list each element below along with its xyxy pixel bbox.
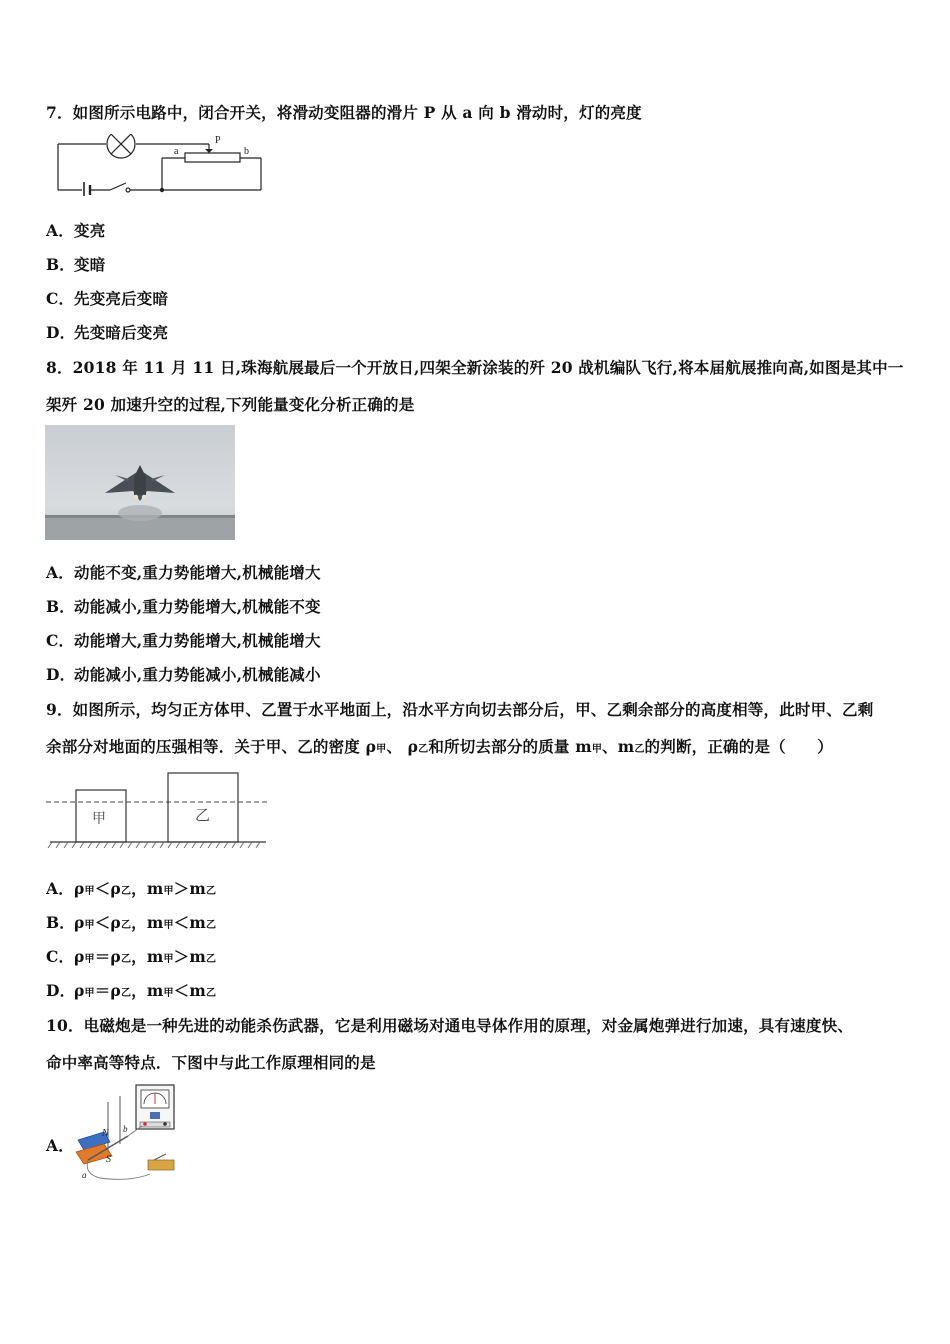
q9-option-a[interactable]: A．ρ甲＜ρ乙，m甲＞m乙 (46, 879, 217, 898)
q8-fighter-jet-photo (45, 425, 235, 540)
q9-option-d[interactable]: D．ρ甲＝ρ乙，m甲＜m乙 (46, 981, 217, 1000)
q8-option-c[interactable]: C．动能增大,重力势能增大,机械能增大 (46, 631, 321, 650)
q10-option-a[interactable]: A． (46, 1136, 74, 1155)
q9-stem-line2: 余部分对地面的压强相等．关于甲、乙的密度 ρ甲、 ρ乙和所切去部分的质量 m甲、m乙的判断，正确的是（ ） (46, 737, 833, 756)
q7-stem: 7．如图所示电路中，闭合开关，将滑动变阻器的滑片 P 从 a 向 b 滑动时，灯的亮度 (46, 103, 642, 122)
q9-stem-line1: 9．如图所示，均匀正方体甲、乙置于水平地面上，沿水平方向切去部分后，甲、乙剩余部分的高度相等，此时甲、乙剩 (46, 700, 874, 719)
q8-option-d[interactable]: D．动能减小,重力势能减小,机械能减小 (46, 665, 321, 684)
q7-label-p: P (215, 135, 221, 146)
q7-option-d[interactable]: D．先变暗后变亮 (46, 323, 169, 342)
q9-option-b[interactable]: B．ρ甲＜ρ乙，m甲＜m乙 (46, 913, 217, 932)
q10-option-a-diagram (70, 1082, 182, 1182)
q9-cubes-diagram (46, 770, 268, 852)
q7-option-a[interactable]: A．变亮 (46, 221, 106, 240)
q7-option-c[interactable]: C．先变亮后变暗 (46, 289, 169, 308)
q9-label-jia: 甲 (92, 811, 106, 827)
q10-stem-line1: 10．电磁炮是一种先进的动能杀伤武器，它是利用磁场对通电导体作用的原理，对金属炮弹进行加速，具有速度快、 (46, 1016, 853, 1035)
q7-option-b[interactable]: B．变暗 (46, 255, 106, 274)
q7-label-a: a (174, 146, 179, 157)
q10-label-n: N (102, 1128, 109, 1139)
q8-stem-line2: 架歼 20 加速升空的过程,下列能量变化分析正确的是 (46, 395, 415, 414)
q10-label-a: a (82, 1170, 87, 1180)
q10-stem-line2: 命中率高等特点．下图中与此工作原理相同的是 (46, 1053, 376, 1072)
q10-label-s: S (106, 1154, 111, 1165)
q8-stem-line1: 8．2018 年 11 月 11 日,珠海航展最后一个开放日,四架全新涂装的歼 20 战机编队飞行,将本届航展推向高,如图是其中一 (46, 358, 904, 377)
q8-option-b[interactable]: B．动能减小,重力势能增大,机械能不变 (46, 597, 321, 616)
q8-option-a[interactable]: A．动能不变,重力势能增大,机械能增大 (46, 563, 321, 582)
q7-label-b: b (244, 146, 249, 157)
q9-option-c[interactable]: C．ρ甲＝ρ乙，m甲＞m乙 (46, 947, 217, 966)
q10-label-b: b (123, 1124, 128, 1134)
q7-circuit-diagram (54, 134, 269, 196)
q9-label-yi: 乙 (195, 806, 211, 824)
